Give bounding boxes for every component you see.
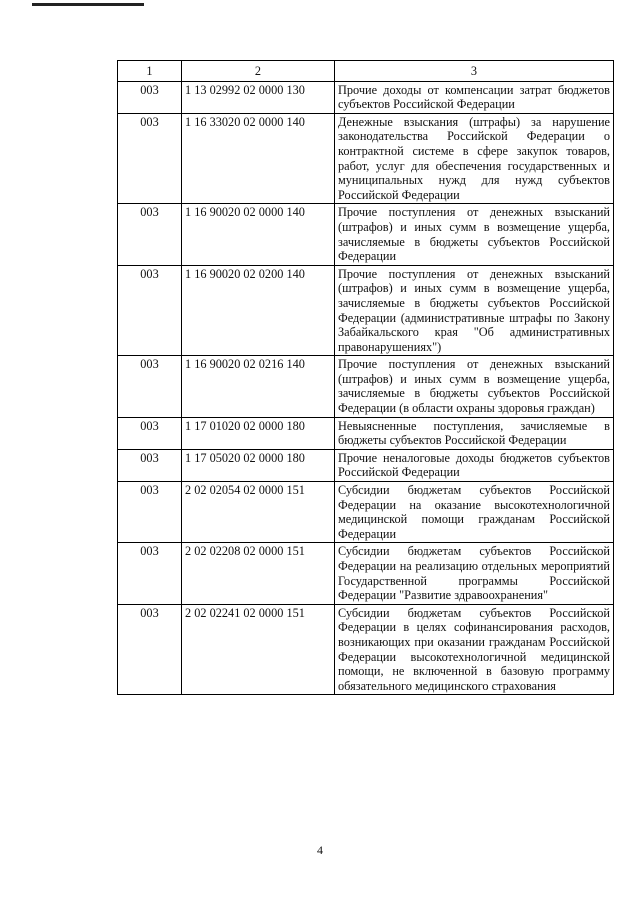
budget-code-cell: 1 16 90020 02 0216 140 bbox=[182, 356, 335, 417]
budget-code-cell: 2 02 02208 02 0000 151 bbox=[182, 543, 335, 604]
budget-code-cell: 2 02 02054 02 0000 151 bbox=[182, 482, 335, 543]
description-cell: Прочие поступления от денежных взысканий (штрафов) и иных сумм в возмещение ущерба, зачисляемые в бюджеты субъектов Российской Федерации bbox=[335, 204, 614, 265]
table-row bbox=[118, 417, 614, 449]
table-row bbox=[118, 449, 614, 481]
admin-code-cell: 003 bbox=[118, 604, 182, 695]
admin-code-cell: 003 bbox=[118, 265, 182, 356]
description-cell: Субсидии бюджетам субъектов Российской Федерации в целях софинансирования расходов, возникающих при оказании гражданам Российской Федерации высокотехнологичной медицинской помощи, не включенной в базовую программу обязательного медицинского страхования bbox=[335, 604, 614, 695]
admin-code-cell: 003 bbox=[118, 81, 182, 113]
header-row bbox=[118, 61, 614, 82]
budget-code-cell: 2 02 02241 02 0000 151 bbox=[182, 604, 335, 695]
header-col-2: 2 bbox=[182, 61, 335, 82]
header-col-3: 3 bbox=[335, 61, 614, 82]
budget-code-cell: 1 17 05020 02 0000 180 bbox=[182, 449, 335, 481]
table-row bbox=[118, 204, 614, 265]
table-row bbox=[118, 113, 614, 204]
admin-code-cell: 003 bbox=[118, 417, 182, 449]
admin-code-cell: 003 bbox=[118, 356, 182, 417]
budget-code-cell: 1 16 90020 02 0200 140 bbox=[182, 265, 335, 356]
admin-code-cell: 003 bbox=[118, 543, 182, 604]
budget-code-cell: 1 16 90020 02 0000 140 bbox=[182, 204, 335, 265]
table-row bbox=[118, 81, 614, 113]
admin-code-cell: 003 bbox=[118, 449, 182, 481]
description-cell: Невыясненные поступления, зачисляемые в бюджеты субъектов Российской Федерации bbox=[335, 417, 614, 449]
top-rule bbox=[32, 3, 144, 6]
table-row bbox=[118, 604, 614, 695]
description-cell: Прочие поступления от денежных взысканий (штрафов) и иных сумм в возмещение ущерба, зачисляемые в бюджеты субъектов Российской Федерации (административные штрафы по Закону Забайкальского края "Об административных правонарушениях") bbox=[335, 265, 614, 356]
description-cell: Прочие доходы от компенсации затрат бюджетов субъектов Российской Федерации bbox=[335, 81, 614, 113]
description-cell: Субсидии бюджетам субъектов Российской Федерации на оказание высокотехнологичной медицинской помощи гражданам Российской Федерации bbox=[335, 482, 614, 543]
table-row bbox=[118, 543, 614, 604]
description-cell: Прочие неналоговые доходы бюджетов субъектов Российской Федерации bbox=[335, 449, 614, 481]
table-row bbox=[118, 265, 614, 356]
admin-code-cell: 003 bbox=[118, 482, 182, 543]
admin-code-cell: 003 bbox=[118, 204, 182, 265]
table-row bbox=[118, 356, 614, 417]
header-col-1: 1 bbox=[118, 61, 182, 82]
admin-code-cell: 003 bbox=[118, 113, 182, 204]
description-cell: Субсидии бюджетам субъектов Российской Федерации на реализацию отдельных мероприятий Государственной программы Российской Федерации "Развитие здравоохранения" bbox=[335, 543, 614, 604]
budget-code-cell: 1 13 02992 02 0000 130 bbox=[182, 81, 335, 113]
table-row bbox=[118, 482, 614, 543]
budget-classification-table bbox=[117, 60, 614, 695]
budget-code-cell: 1 16 33020 02 0000 140 bbox=[182, 113, 335, 204]
description-cell: Денежные взыскания (штрафы) за нарушение законодательства Российской Федерации о контрактной системе в сфере закупок товаров, работ, услуг для обеспечения государственных и муниципальных нужд для нужд субъектов Российской Федерации bbox=[335, 113, 614, 204]
budget-code-cell: 1 17 01020 02 0000 180 bbox=[182, 417, 335, 449]
page-number: 4 bbox=[317, 843, 323, 857]
description-cell: Прочие поступления от денежных взысканий (штрафов) и иных сумм в возмещение ущерба, зачисляемые в бюджеты субъектов Российской Федерации (в области охраны здоровья граждан) bbox=[335, 356, 614, 417]
